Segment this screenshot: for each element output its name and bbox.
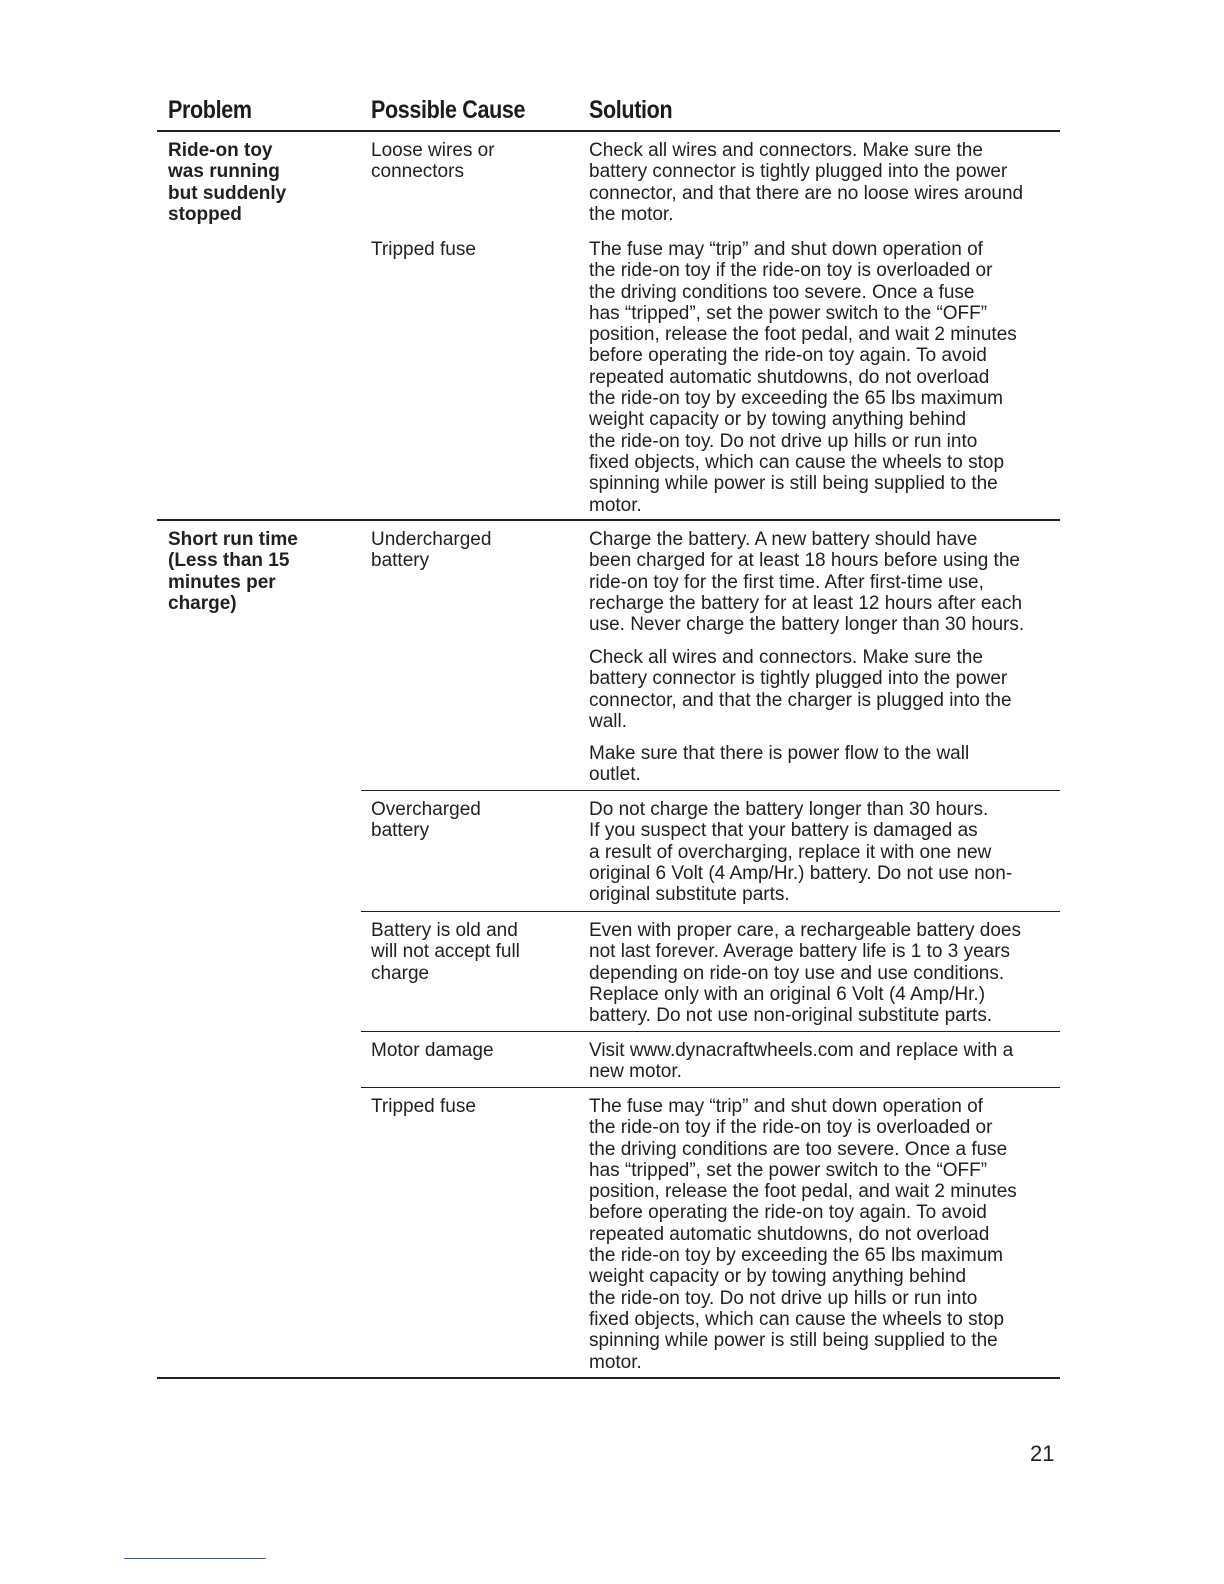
solution-loose-wires: Check all wires and connectors. Make sure the battery connector is tightly plugged into the power connector, and that there are no loose wires around the motor.: [589, 140, 1024, 225]
footer-link-underline: [124, 1558, 266, 1559]
problem-text-2: Short run time (Less than 15 minutes per charge): [168, 529, 298, 614]
cause-tripped-fuse-2: Tripped fuse: [371, 1096, 476, 1117]
header-divider: [157, 130, 1060, 132]
solution-overcharged: Do not charge the battery longer than 30 hours. If you suspect that your battery is damaged as a result of overcharging, replace it with one new original 6 Volt (4 Amp/Hr.) battery. Do not use non- original substitute parts.: [589, 799, 1013, 906]
cause-overcharged: Overcharged battery: [371, 799, 481, 842]
cause-loose-wires: Loose wires or connectors: [371, 140, 495, 183]
cause-battery-old: Battery is old and will not accept full charge: [371, 920, 520, 984]
solution-battery-old: Even with proper care, a rechargeable battery does not last forever. Average battery life is 1 to 3 years depending on ride-on toy use and use conditions. Replace only with an original 6 Volt (4 Amp/Hr.) battery. Do not use non-original substitute parts.: [589, 920, 1021, 1027]
solution-tripped-fuse-1: The fuse may “trip” and shut down operation of the ride-on toy if the ride-on toy is overloaded or the driving conditions too severe. Once a fuse has “tripped”, set the power switch to the “OFF” position, release the foot pedal, and wait 2 minutes before operating the ride-on toy again. To avoid repeated automatic shutdowns, do not overload the ride-on toy by exceeding the 65 lbs maximum weight capacity or by towing anything behind the ride-on toy. Do not drive up hills or run into fixed objects, which can cause the wheels to stop spinning while power is still being supplied to the motor.: [589, 239, 1017, 516]
solution-undercharged-1: Charge the battery. A new battery should have been charged for at least 18 hours before using the ride-on toy for the first time. After first-time use, recharge the battery for at least 12 hours after each use. Never charge the battery longer than 30 hours.: [589, 529, 1025, 636]
solution-tripped-fuse-2: The fuse may “trip” and shut down operation of the ride-on toy if the ride-on toy is overloaded or the driving conditions are too severe. Once a fuse has “tripped”, set the power switch to the “OFF” position, release the foot pedal, and wait 2 minutes before operating the ride-on toy again. To avoid repeated automatic shutdowns, do not overload the ride-on toy by exceeding the 65 lbs maximum weight capacity or by towing anything behind the ride-on toy. Do not drive up hills or run into fixed objects, which can cause the wheels to stop spinning while power is still being supplied to the motor.: [589, 1096, 1017, 1373]
cause-motor-damage: Motor damage: [371, 1040, 494, 1061]
solution-undercharged-3: Make sure that there is power flow to the wall outlet.: [589, 743, 970, 786]
cause-tripped-fuse-1: Tripped fuse: [371, 239, 476, 260]
header-possible-cause: Possible Cause: [371, 96, 526, 124]
table-bottom-rule: [157, 1377, 1060, 1379]
page-number: 21: [1030, 1441, 1055, 1466]
problem-text-1: Ride-on toy was running but suddenly stopped: [168, 140, 287, 225]
row-divider: [361, 1031, 1060, 1032]
solution-undercharged-2: Check all wires and connectors. Make sure the battery connector is tightly plugged into the power connector, and that the charger is plugged into the wall.: [589, 647, 1012, 732]
row-divider: [361, 790, 1060, 791]
group-divider: [157, 519, 1060, 521]
row-divider: [361, 1087, 1060, 1088]
header-solution: Solution: [589, 96, 673, 124]
header-problem: Problem: [168, 96, 252, 124]
cause-undercharged: Undercharged battery: [371, 529, 492, 572]
solution-motor-damage: Visit www.dynacraftwheels.com and replace with a new motor.: [589, 1040, 1014, 1083]
row-divider: [361, 911, 1060, 912]
